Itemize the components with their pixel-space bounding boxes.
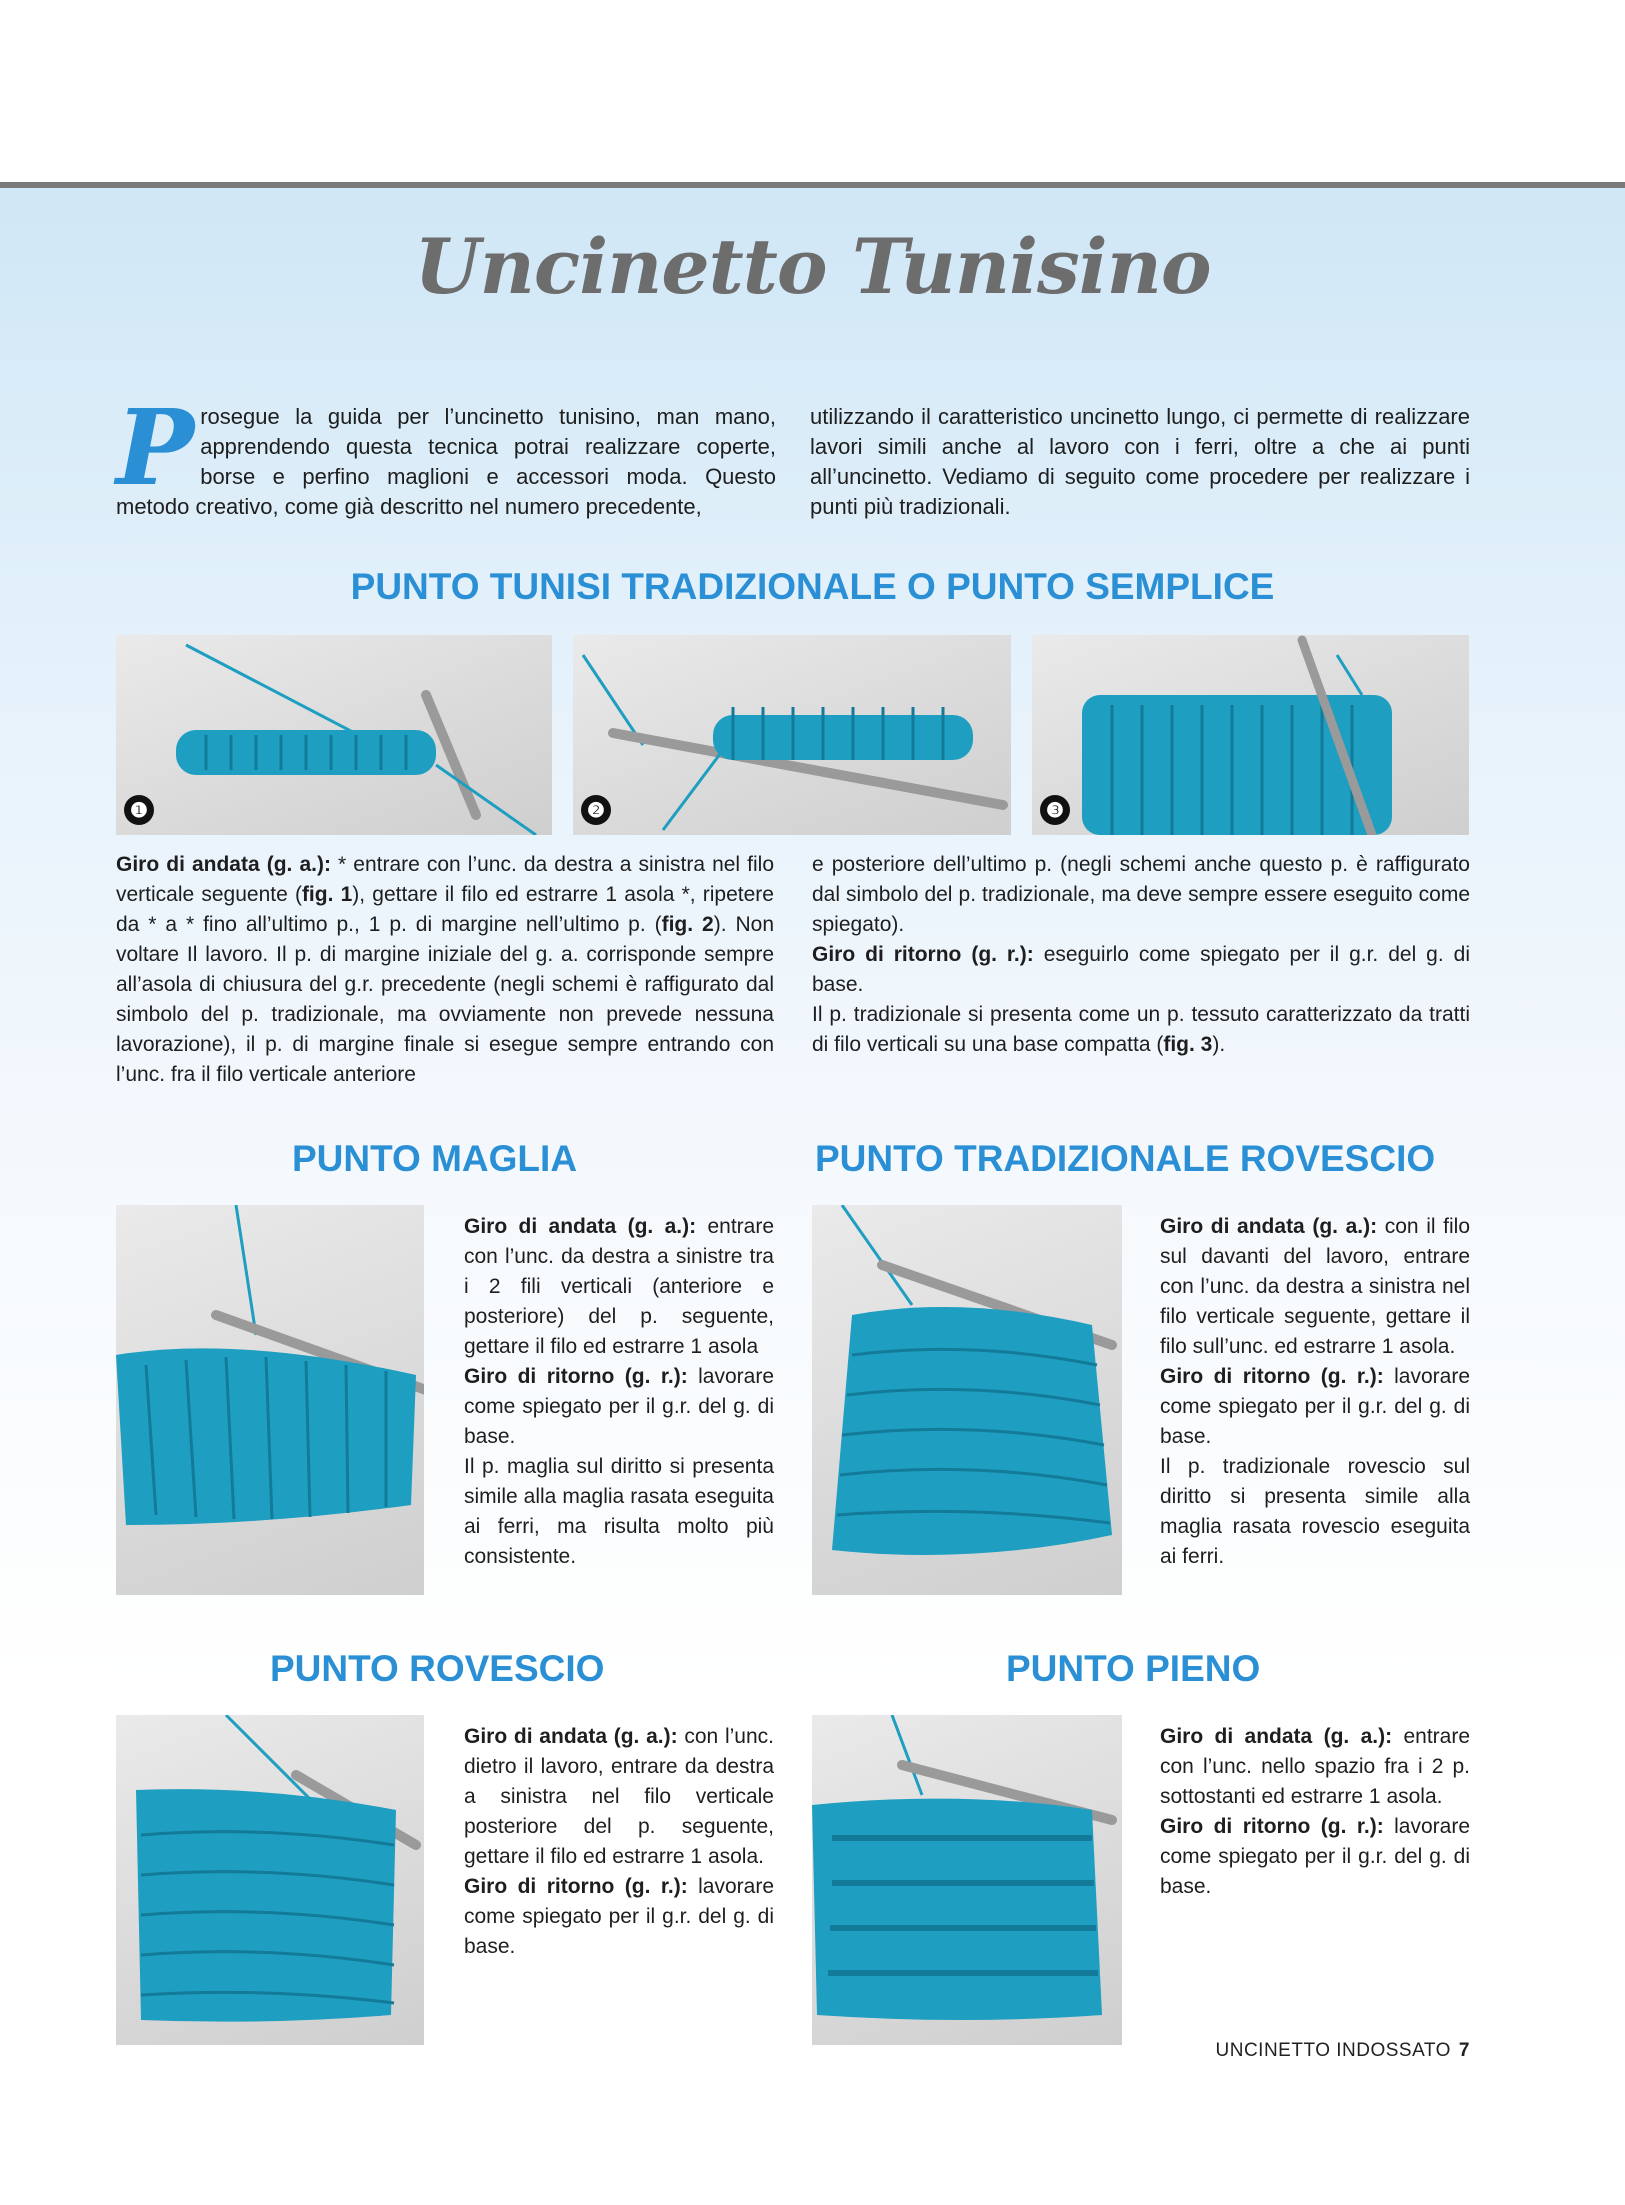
paragraph	[464, 1212, 774, 1362]
heading-punto-pieno: PUNTO PIENO	[1006, 1648, 1261, 1689]
text-segment: lavorare come spiegato per il g.r. del g. di base.	[464, 1875, 774, 1958]
text-segment: lavorare come spiegato per il g.r. del g. di base.	[1160, 1365, 1470, 1448]
paragraph: Il p. maglia sul diritto si presenta simile alla maglia rasata eseguita ai ferri, ma risulta molto più consistente.	[464, 1455, 774, 1568]
punto-pieno-illustration	[812, 1715, 1122, 2045]
punto-pieno-text	[1160, 1722, 1470, 1902]
paragraph	[1160, 1722, 1470, 1812]
text-segment: * entrare con l’unc. da destra a sinistra nel filo verticale seguente (	[116, 853, 775, 906]
heading-punto-tradizionale: PUNTO TUNISI TRADIZIONALE O PUNTO SEMPLICE	[350, 566, 1275, 607]
figure-2-illustration	[573, 635, 1011, 835]
label-giro-ritorno: Giro di ritorno (g. r.):	[464, 1875, 688, 1898]
figure-2-number: ❷	[581, 795, 611, 825]
tradizionale-text-left	[116, 850, 774, 1090]
figure-1-photo	[116, 635, 552, 835]
punto-rovescio-photo	[116, 1715, 424, 2045]
punto-rovescio-illustration	[116, 1715, 424, 2045]
punto-maglia-text	[464, 1212, 774, 1572]
label-giro-andata: Giro di andata (g. a.):	[464, 1725, 678, 1748]
paragraph: Il p. tradizionale rovescio sul diritto si presenta simile alla maglia rasata rovescio eseguita ai ferri.	[1160, 1455, 1470, 1568]
punto-tradizionale-rovescio-illustration	[812, 1205, 1122, 1595]
figure-1-number: ❶	[124, 795, 154, 825]
label-giro-andata: Giro di andata (g. a.):	[116, 853, 331, 876]
punto-maglia-photo	[116, 1205, 424, 1595]
heading-punto-tradizionale-rovescio: PUNTO TRADIZIONALE ROVESCIO	[815, 1138, 1436, 1179]
text-segment: entrare con l’unc. nello spazio fra i 2 p. sottostanti ed estrarre 1 asola.	[1160, 1725, 1471, 1808]
tradizionale-text-right	[812, 850, 1470, 1060]
page-footer	[0, 2040, 1470, 2062]
intro-right-text: utilizzando il caratteristico uncinetto lungo, ci permette di realizzare lavori simili anche al lavoro con i ferri, oltre a che ai punti all’uncinetto. Vediamo di seguito come procedere per realizzare i punti più tradizionali.	[810, 404, 1470, 519]
figure-3-number: ❸	[1040, 795, 1070, 825]
text-segment: lavorare come spiegato per il g.r. del g. di base.	[1160, 1815, 1470, 1898]
intro-right-column	[810, 402, 1470, 522]
paragraph	[812, 1000, 1470, 1060]
fig-ref-2: fig. 2	[661, 913, 714, 936]
punto-rovescio-text	[464, 1722, 774, 1962]
figure-3-illustration	[1032, 635, 1469, 835]
drop-cap: P	[116, 386, 195, 509]
figure-1-illustration	[116, 635, 552, 835]
label-giro-ritorno: Giro di ritorno (g. r.):	[1160, 1365, 1384, 1388]
text-segment: ). Non voltare Il lavoro. Il p. di margine iniziale del g. a. corrisponde sempre all’asola di chiusura del g.r. precedente (negli schemi è raffigurato dal simbolo del p. tradizionale, ma ovviamente non prevede nessuna lavorazione), il p. di margine finale si esegue sempre entrando con l’unc. fra il filo verticale anteriore	[116, 913, 774, 1086]
text-segment: ), gettare il filo ed estrarre 1 asola *, ripetere da * a * fino all’ultimo p., 1 p. di margine nell’ultimo p. (	[116, 883, 774, 936]
label-giro-ritorno: Giro di ritorno (g. r.):	[1160, 1815, 1384, 1838]
text-segment: lavorare come spiegato per il g.r. del g. di base.	[464, 1365, 774, 1448]
figure-3-photo	[1032, 635, 1469, 835]
label-giro-ritorno: Giro di ritorno (g. r.):	[812, 943, 1034, 966]
punto-tradizionale-rovescio-text	[1160, 1212, 1470, 1572]
fig-ref-3: fig. 3	[1163, 1033, 1213, 1056]
text-segment: con l’unc. dietro il lavoro, entrare da destra a sinistra nel filo verticale posteriore del p. seguente, gettare il filo ed estrarre 1 asola.	[464, 1725, 774, 1868]
page-number: 7	[1458, 2040, 1470, 2061]
fig-ref-1: fig. 1	[301, 883, 353, 906]
text-segment: ).	[1212, 1033, 1226, 1056]
intro-left-column	[116, 386, 776, 522]
page-title: Uncinetto Tunisino	[414, 222, 1211, 311]
punto-pieno-photo	[812, 1715, 1122, 2045]
heading-punto-maglia: PUNTO MAGLIA	[292, 1138, 578, 1179]
label-giro-ritorno: Giro di ritorno (g. r.):	[464, 1365, 688, 1388]
footer-magazine-name: UNCINETTO INDOSSATO	[1215, 2040, 1451, 2061]
paragraph	[812, 940, 1470, 1000]
paragraph	[1160, 1362, 1470, 1452]
paragraph: e posteriore dell’ultimo p. (negli schemi anche questo p. è raffigurato dal simbolo del p. tradizionale, ma deve sempre essere eseguito come spiegato).	[812, 853, 1470, 936]
figure-2-photo	[573, 635, 1011, 835]
intro-left-text: rosegue la guida per l’uncinetto tunisino, man mano, apprendendo questa tecnica potrai realizzare coperte, borse e perfino maglioni e accessori moda. Questo metodo creativo, come già descritto nel numero precedente,	[116, 404, 776, 519]
punto-maglia-illustration	[116, 1205, 424, 1595]
label-giro-andata: Giro di andata (g. a.):	[464, 1215, 697, 1238]
heading-punto-rovescio: PUNTO ROVESCIO	[270, 1648, 605, 1689]
text-segment: con il filo sul davanti del lavoro, entrare con l’unc. da destra a sinistra nel filo verticale seguente, gettare il filo sull’unc. ed estrarre 1 asola.	[1160, 1215, 1470, 1358]
label-giro-andata: Giro di andata (g. a.):	[1160, 1725, 1393, 1748]
text-segment: eseguirlo come spiegato per il g.r. del g. di base.	[812, 943, 1470, 996]
paragraph	[464, 1872, 774, 1962]
paragraph	[1160, 1812, 1470, 1902]
paragraph	[464, 1722, 774, 1872]
punto-tradizionale-rovescio-photo	[812, 1205, 1122, 1595]
paragraph	[1160, 1212, 1470, 1362]
text-segment: entrare con l’unc. da destra a sinistre tra i 2 fili verticali (anteriore e posteriore) del p. seguente, gettare il filo ed estrarre 1 asola	[464, 1215, 775, 1358]
paragraph	[464, 1362, 774, 1452]
text-segment: Il p. tradizionale si presenta come un p. tessuto caratterizzato da tratti di filo verticali su una base compatta (	[812, 1003, 1470, 1056]
label-giro-andata: Giro di andata (g. a.):	[1160, 1215, 1378, 1238]
